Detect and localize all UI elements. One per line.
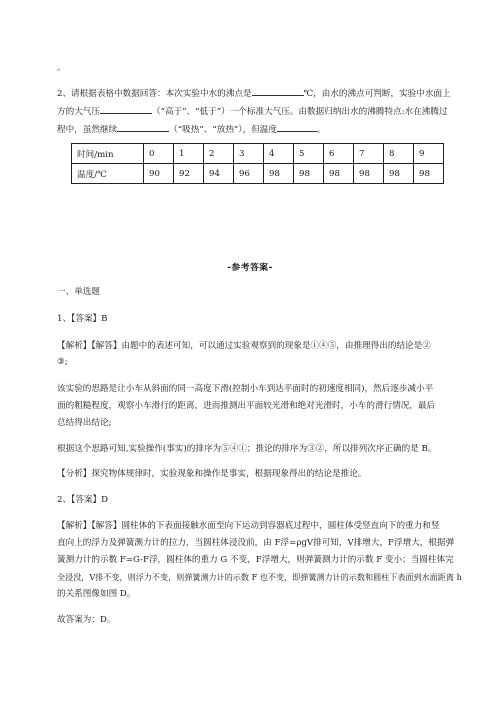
q2-line1 xyxy=(57,86,451,100)
table-cell: 3 xyxy=(234,144,264,164)
table-cell: 98 xyxy=(324,164,354,184)
answer-2-line-4: 全浸没，V排不变，则浮力不变，则弹簧测力计的示数 F 也不变，即弹簧测力计的示数和圆柱下表面到水面距离 h xyxy=(57,572,462,582)
table-cell: 9 xyxy=(414,144,444,164)
answer-1-summary: 【分析】探究物体规律时，实验现象和操作是事实，根据现象得出的结论是推论。 xyxy=(57,469,367,479)
answer-2-line-2: 直向上的浮力及弹簧测力计的拉力，当圆柱体浸没前，由 F浮=ρgV排可知，V排增大，F浮增大，根据弹 xyxy=(57,538,455,548)
blank-pressure xyxy=(100,104,152,114)
q2-line3 xyxy=(57,122,326,136)
q2-text-3b: （“吸热”、“放热”），但温度 xyxy=(169,125,277,135)
table-cell: 98 xyxy=(294,164,324,184)
table-cell: 4 xyxy=(264,144,294,164)
table-cell: 98 xyxy=(384,164,414,184)
q2-text-2a: 方的大气压 xyxy=(57,107,100,117)
answer-1-para-3: 总结得出结论; xyxy=(57,418,112,428)
q2-line2 xyxy=(57,104,447,118)
q2-text-3a: 程中，虽然继续 xyxy=(57,125,118,135)
table-cell: 8 xyxy=(384,144,414,164)
table-cell: 0 xyxy=(144,144,174,164)
table-header-time: 时间/min xyxy=(72,144,144,164)
table-row xyxy=(72,164,444,184)
table-cell: 98 xyxy=(414,164,444,184)
table-cell: 7 xyxy=(354,144,384,164)
answer-1-para-1: 该实验的思路是让小车从斜面的同一高度下滑(控制小车到达平面时的初速度相同)，然后逐步减小平 xyxy=(57,384,434,394)
top-mark: 。 xyxy=(57,63,66,73)
answer-2-line-3: 簧测力计的示数 F=G-F浮，圆柱体的重力 G 不变，F浮增大，则弹簧测力计的示数 F 变小；当圆柱体完 xyxy=(57,555,454,565)
q2-text-1: 2、请根据表格中数据回答：本次实验中水的沸点是 xyxy=(57,89,252,99)
table-cell: 2 xyxy=(204,144,234,164)
answer-2-line-1: 【解析】【解答】圆柱体的下表面接触水面至向下运动到容器底过程中，圆柱体受竖直向下的重力和竖 xyxy=(57,521,440,531)
answer-1-analysis-cont: ③; xyxy=(57,357,68,367)
table-cell: 1 xyxy=(174,144,204,164)
blank-temperature xyxy=(277,122,317,132)
answer-title: -参考答案- xyxy=(227,263,273,273)
answer-1-para-4: 根据这个思路可知,实验操作(事实)的排序为⑤④①；推论的排序为③②，所以排列次序正确的是 B。 xyxy=(57,444,437,454)
blank-heat xyxy=(117,122,169,132)
answer-2-final: 故答案为：D。 xyxy=(57,615,116,625)
blank-boiling-point xyxy=(252,86,304,96)
answer-1-analysis: 【解析】【解答】由题中的表述可知，可以通过实验观察到的现象是①④⑤，由推理得出的结论是② xyxy=(57,341,431,351)
table-header-temperature: 温度/℃ xyxy=(72,164,144,184)
data-table xyxy=(71,143,444,184)
table-cell: 98 xyxy=(354,164,384,184)
table-cell: 90 xyxy=(144,164,174,184)
table-cell: 98 xyxy=(264,164,294,184)
table-cell: 94 xyxy=(204,164,234,184)
answer-2-line-5: 的关系图像如图 D。 xyxy=(57,589,136,599)
table-cell: 92 xyxy=(174,164,204,184)
q2-text-3c: 。 xyxy=(316,125,326,135)
q2-text-2b: （“高于”、“低于”）一个标准大气压。由数据归纳出水的沸腾特点:水在沸腾过 xyxy=(151,107,448,117)
table-cell: 5 xyxy=(294,144,324,164)
q2-text-1b: ℃，由水的沸点可判断，实验中水面上 xyxy=(303,89,451,99)
answer-1-para-2: 面的粗糙程度，观察小车滑行的距离，进而推测出平面较光滑和绝对光滑时，小车的滑行情况，最后 xyxy=(57,401,436,411)
answer-2-label: 2、【答案】D xyxy=(57,495,109,505)
section-heading: 一、单选题 xyxy=(57,287,100,297)
answer-1-label: 1、【答案】B xyxy=(57,314,108,324)
table-cell: 96 xyxy=(234,164,264,184)
table-cell: 6 xyxy=(324,144,354,164)
table-row xyxy=(72,144,444,164)
